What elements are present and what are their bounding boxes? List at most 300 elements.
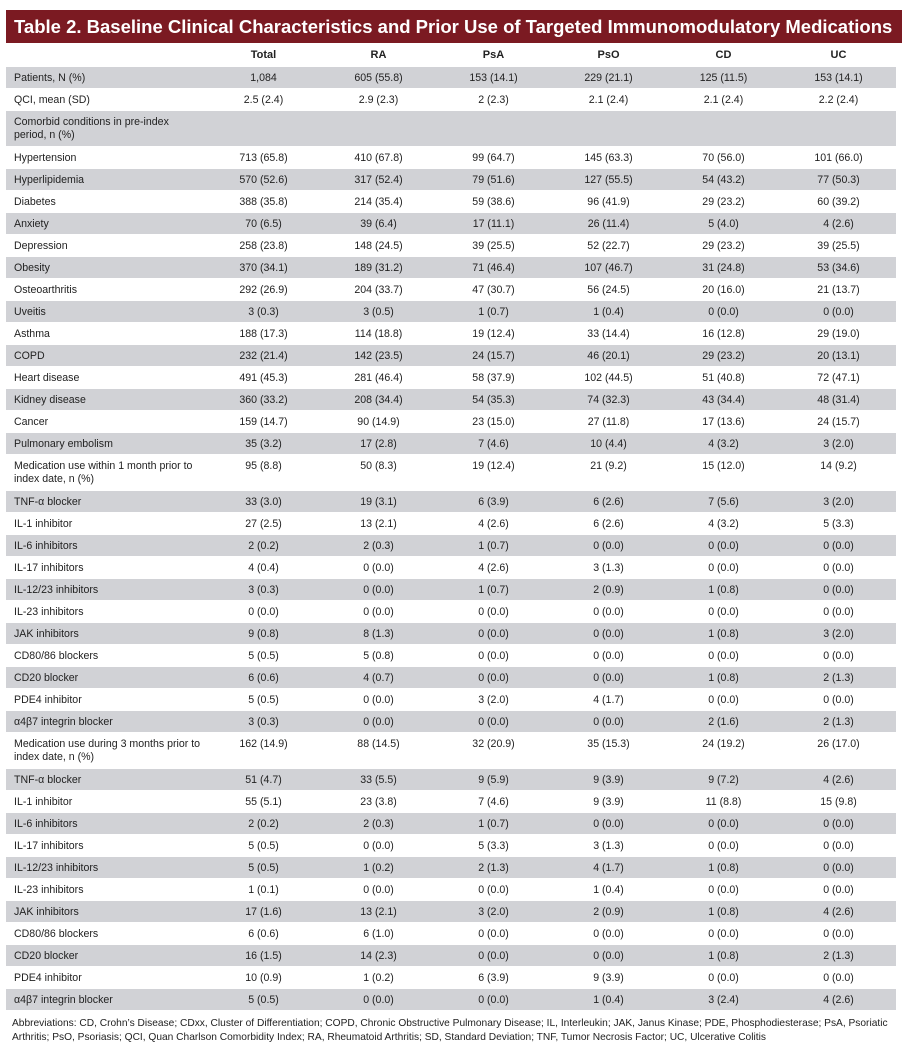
cell-total: 3 (0.3)	[206, 579, 321, 601]
table-body	[6, 67, 896, 1011]
cell-ra	[321, 111, 436, 147]
cell-pso: 145 (63.3)	[551, 147, 666, 169]
cell-ra: 88 (14.5)	[321, 733, 436, 769]
table-row	[6, 111, 896, 147]
cell-cd: 9 (7.2)	[666, 769, 781, 791]
cell-cd: 15 (12.0)	[666, 455, 781, 491]
cell-psa: 99 (64.7)	[436, 147, 551, 169]
table-row	[6, 733, 896, 769]
row-label: PDE4 inhibitor	[6, 689, 206, 711]
cell-cd	[666, 111, 781, 147]
cell-total: 292 (26.9)	[206, 279, 321, 301]
cell-pso: 2.1 (2.4)	[551, 89, 666, 111]
cell-pso: 3 (1.3)	[551, 557, 666, 579]
cell-cd: 0 (0.0)	[666, 835, 781, 857]
cell-psa: 0 (0.0)	[436, 601, 551, 623]
cell-cd: 0 (0.0)	[666, 923, 781, 945]
cell-psa: 1 (0.7)	[436, 579, 551, 601]
table-row	[6, 645, 896, 667]
row-label: Uveitis	[6, 301, 206, 323]
cell-cd: 7 (5.6)	[666, 491, 781, 513]
cell-total: 232 (21.4)	[206, 345, 321, 367]
cell-uc: 2.2 (2.4)	[781, 89, 896, 111]
cell-psa: 19 (12.4)	[436, 323, 551, 345]
cell-ra: 23 (3.8)	[321, 791, 436, 813]
cell-ra: 0 (0.0)	[321, 689, 436, 711]
cell-ra: 605 (55.8)	[321, 67, 436, 89]
cell-cd: 0 (0.0)	[666, 645, 781, 667]
cell-ra: 0 (0.0)	[321, 711, 436, 733]
cell-uc: 0 (0.0)	[781, 689, 896, 711]
cell-cd: 70 (56.0)	[666, 147, 781, 169]
row-label: Hypertension	[6, 147, 206, 169]
cell-pso: 229 (21.1)	[551, 67, 666, 89]
row-label: Depression	[6, 235, 206, 257]
row-label: IL-1 inhibitor	[6, 791, 206, 813]
cell-ra: 90 (14.9)	[321, 411, 436, 433]
table-row	[6, 989, 896, 1011]
cell-uc: 3 (2.0)	[781, 433, 896, 455]
row-label: CD80/86 blockers	[6, 645, 206, 667]
cell-pso: 27 (11.8)	[551, 411, 666, 433]
table-row	[6, 945, 896, 967]
cell-uc	[781, 111, 896, 147]
cell-ra: 17 (2.8)	[321, 433, 436, 455]
row-label: IL-23 inhibitors	[6, 601, 206, 623]
cell-total: 2 (0.2)	[206, 813, 321, 835]
cell-pso: 56 (24.5)	[551, 279, 666, 301]
cell-total: 2.5 (2.4)	[206, 89, 321, 111]
row-label: IL-23 inhibitors	[6, 879, 206, 901]
cell-cd: 0 (0.0)	[666, 813, 781, 835]
cell-cd: 43 (34.4)	[666, 389, 781, 411]
cell-pso: 0 (0.0)	[551, 645, 666, 667]
cell-cd: 54 (43.2)	[666, 169, 781, 191]
cell-uc: 0 (0.0)	[781, 813, 896, 835]
cell-total: 5 (0.5)	[206, 689, 321, 711]
cell-total: 159 (14.7)	[206, 411, 321, 433]
cell-pso: 4 (1.7)	[551, 689, 666, 711]
cell-cd: 29 (23.2)	[666, 191, 781, 213]
cell-cd: 11 (8.8)	[666, 791, 781, 813]
cell-uc: 39 (25.5)	[781, 235, 896, 257]
table-row	[6, 601, 896, 623]
cell-total	[206, 111, 321, 147]
cell-cd: 17 (13.6)	[666, 411, 781, 433]
table-row	[6, 367, 896, 389]
cell-psa	[436, 111, 551, 147]
cell-cd: 1 (0.8)	[666, 623, 781, 645]
cell-pso: 0 (0.0)	[551, 711, 666, 733]
table-row	[6, 791, 896, 813]
cell-cd: 29 (23.2)	[666, 345, 781, 367]
cell-cd: 4 (3.2)	[666, 433, 781, 455]
cell-ra: 13 (2.1)	[321, 513, 436, 535]
cell-cd: 16 (12.8)	[666, 323, 781, 345]
cell-psa: 58 (37.9)	[436, 367, 551, 389]
cell-ra: 33 (5.5)	[321, 769, 436, 791]
cell-uc: 2 (1.3)	[781, 711, 896, 733]
cell-psa: 5 (3.3)	[436, 835, 551, 857]
row-label: Diabetes	[6, 191, 206, 213]
column-header: Total	[206, 43, 321, 67]
cell-total: 33 (3.0)	[206, 491, 321, 513]
cell-ra: 5 (0.8)	[321, 645, 436, 667]
cell-psa: 59 (38.6)	[436, 191, 551, 213]
cell-psa: 2 (2.3)	[436, 89, 551, 111]
cell-ra: 0 (0.0)	[321, 601, 436, 623]
table-row	[6, 213, 896, 235]
cell-pso: 127 (55.5)	[551, 169, 666, 191]
cell-uc: 60 (39.2)	[781, 191, 896, 213]
cell-psa: 153 (14.1)	[436, 67, 551, 89]
cell-uc: 29 (19.0)	[781, 323, 896, 345]
cell-pso: 10 (4.4)	[551, 433, 666, 455]
row-label: IL-17 inhibitors	[6, 835, 206, 857]
cell-total: 5 (0.5)	[206, 645, 321, 667]
cell-total: 360 (33.2)	[206, 389, 321, 411]
row-label: CD20 blocker	[6, 945, 206, 967]
cell-cd: 29 (23.2)	[666, 235, 781, 257]
cell-ra: 13 (2.1)	[321, 901, 436, 923]
cell-psa: 7 (4.6)	[436, 791, 551, 813]
cell-pso: 1 (0.4)	[551, 989, 666, 1011]
cell-ra: 148 (24.5)	[321, 235, 436, 257]
cell-pso: 35 (15.3)	[551, 733, 666, 769]
cell-ra: 4 (0.7)	[321, 667, 436, 689]
cell-cd: 0 (0.0)	[666, 967, 781, 989]
cell-cd: 1 (0.8)	[666, 857, 781, 879]
cell-uc: 4 (2.6)	[781, 769, 896, 791]
cell-total: 70 (6.5)	[206, 213, 321, 235]
cell-uc: 0 (0.0)	[781, 301, 896, 323]
cell-ra: 2.9 (2.3)	[321, 89, 436, 111]
cell-cd: 51 (40.8)	[666, 367, 781, 389]
row-label: Medication use during 3 months prior to index date, n (%)	[6, 733, 206, 769]
cell-ra: 114 (18.8)	[321, 323, 436, 345]
column-header: RA	[321, 43, 436, 67]
cell-psa: 4 (2.6)	[436, 513, 551, 535]
cell-cd: 1 (0.8)	[666, 945, 781, 967]
cell-pso: 6 (2.6)	[551, 513, 666, 535]
row-label: Comorbid conditions in pre-index period, n (%)	[6, 111, 206, 147]
row-label: α4β7 integrin blocker	[6, 711, 206, 733]
cell-total: 9 (0.8)	[206, 623, 321, 645]
cell-psa: 7 (4.6)	[436, 433, 551, 455]
cell-ra: 1 (0.2)	[321, 857, 436, 879]
row-label: Kidney disease	[6, 389, 206, 411]
cell-pso: 0 (0.0)	[551, 535, 666, 557]
row-label: Patients, N (%)	[6, 67, 206, 89]
cell-cd: 1 (0.8)	[666, 667, 781, 689]
cell-pso: 0 (0.0)	[551, 623, 666, 645]
cell-total: 570 (52.6)	[206, 169, 321, 191]
cell-psa: 0 (0.0)	[436, 667, 551, 689]
cell-psa: 6 (3.9)	[436, 491, 551, 513]
table-row	[6, 879, 896, 901]
cell-cd: 0 (0.0)	[666, 557, 781, 579]
cell-ra: 214 (35.4)	[321, 191, 436, 213]
cell-ra: 189 (31.2)	[321, 257, 436, 279]
cell-total: 16 (1.5)	[206, 945, 321, 967]
cell-total: 188 (17.3)	[206, 323, 321, 345]
cell-psa: 9 (5.9)	[436, 769, 551, 791]
row-label: Hyperlipidemia	[6, 169, 206, 191]
cell-total: 55 (5.1)	[206, 791, 321, 813]
cell-uc: 0 (0.0)	[781, 857, 896, 879]
header-row	[6, 43, 896, 67]
cell-psa: 47 (30.7)	[436, 279, 551, 301]
column-header: CD	[666, 43, 781, 67]
cell-total: 2 (0.2)	[206, 535, 321, 557]
table-row	[6, 455, 896, 491]
cell-psa: 79 (51.6)	[436, 169, 551, 191]
cell-cd: 0 (0.0)	[666, 535, 781, 557]
cell-cd: 5 (4.0)	[666, 213, 781, 235]
cell-ra: 2 (0.3)	[321, 813, 436, 835]
row-label: QCI, mean (SD)	[6, 89, 206, 111]
row-label: IL-12/23 inhibitors	[6, 579, 206, 601]
cell-cd: 31 (24.8)	[666, 257, 781, 279]
table-row	[6, 813, 896, 835]
cell-uc: 4 (2.6)	[781, 213, 896, 235]
cell-cd: 2 (1.6)	[666, 711, 781, 733]
table-row	[6, 191, 896, 213]
cell-psa: 0 (0.0)	[436, 989, 551, 1011]
cell-psa: 23 (15.0)	[436, 411, 551, 433]
cell-ra: 281 (46.4)	[321, 367, 436, 389]
cell-total: 35 (3.2)	[206, 433, 321, 455]
cell-uc: 101 (66.0)	[781, 147, 896, 169]
cell-uc: 77 (50.3)	[781, 169, 896, 191]
row-label: COPD	[6, 345, 206, 367]
cell-cd: 0 (0.0)	[666, 601, 781, 623]
cell-cd: 0 (0.0)	[666, 879, 781, 901]
cell-total: 1,084	[206, 67, 321, 89]
cell-total: 1 (0.1)	[206, 879, 321, 901]
table-row	[6, 623, 896, 645]
cell-uc: 26 (17.0)	[781, 733, 896, 769]
cell-uc: 53 (34.6)	[781, 257, 896, 279]
cell-pso: 9 (3.9)	[551, 769, 666, 791]
cell-uc: 0 (0.0)	[781, 601, 896, 623]
cell-pso: 2 (0.9)	[551, 901, 666, 923]
cell-uc: 5 (3.3)	[781, 513, 896, 535]
table-row	[6, 967, 896, 989]
row-label: Medication use within 1 month prior to index date, n (%)	[6, 455, 206, 491]
cell-ra: 39 (6.4)	[321, 213, 436, 235]
cell-pso: 0 (0.0)	[551, 923, 666, 945]
cell-uc: 0 (0.0)	[781, 967, 896, 989]
cell-psa: 32 (20.9)	[436, 733, 551, 769]
row-label: Heart disease	[6, 367, 206, 389]
cell-uc: 153 (14.1)	[781, 67, 896, 89]
column-header: UC	[781, 43, 896, 67]
cell-ra: 0 (0.0)	[321, 557, 436, 579]
row-label: Obesity	[6, 257, 206, 279]
table-row	[6, 689, 896, 711]
row-label: CD20 blocker	[6, 667, 206, 689]
row-label: Anxiety	[6, 213, 206, 235]
cell-psa: 24 (15.7)	[436, 345, 551, 367]
cell-total: 0 (0.0)	[206, 601, 321, 623]
cell-uc: 2 (1.3)	[781, 945, 896, 967]
cell-uc: 24 (15.7)	[781, 411, 896, 433]
cell-total: 95 (8.8)	[206, 455, 321, 491]
cell-psa: 71 (46.4)	[436, 257, 551, 279]
cell-uc: 72 (47.1)	[781, 367, 896, 389]
row-label: TNF-α blocker	[6, 769, 206, 791]
cell-cd: 2.1 (2.4)	[666, 89, 781, 111]
cell-total: 51 (4.7)	[206, 769, 321, 791]
cell-total: 4 (0.4)	[206, 557, 321, 579]
row-label: IL-6 inhibitors	[6, 813, 206, 835]
cell-ra: 0 (0.0)	[321, 835, 436, 857]
cell-ra: 1 (0.2)	[321, 967, 436, 989]
table-row	[6, 257, 896, 279]
table-row	[6, 279, 896, 301]
cell-psa: 17 (11.1)	[436, 213, 551, 235]
cell-psa: 0 (0.0)	[436, 879, 551, 901]
cell-psa: 1 (0.7)	[436, 535, 551, 557]
table-row	[6, 835, 896, 857]
cell-psa: 3 (2.0)	[436, 689, 551, 711]
cell-ra: 0 (0.0)	[321, 879, 436, 901]
table-row	[6, 535, 896, 557]
table-row	[6, 769, 896, 791]
table-container	[6, 0, 902, 1045]
table-row	[6, 901, 896, 923]
footnote: Abbreviations: CD, Crohn’s Disease; CDxx, Cluster of Differentiation; COPD, Chronic Obstructive Pulmonary Disease; IL, Interleukin; JAK, Janus Kinase; PDE, Phosphodiesterase; PsA, Psoriatic Arthritis; PsO, Psoriasis; QCI, Quan Charlson Comorbidity Index; RA, Rheumatoid Arthritis; SD, Standard Deviation; TNF, Tumor Necrosis Factor; UC, Ulcerative Colitis	[12, 1018, 888, 1043]
cell-uc: 20 (13.1)	[781, 345, 896, 367]
cell-pso: 107 (46.7)	[551, 257, 666, 279]
cell-ra: 6 (1.0)	[321, 923, 436, 945]
cell-uc: 2 (1.3)	[781, 667, 896, 689]
row-label: TNF-α blocker	[6, 491, 206, 513]
table-row	[6, 923, 896, 945]
column-header: PsO	[551, 43, 666, 67]
table-row	[6, 857, 896, 879]
cell-pso: 26 (11.4)	[551, 213, 666, 235]
cell-psa: 0 (0.0)	[436, 623, 551, 645]
cell-pso: 2 (0.9)	[551, 579, 666, 601]
cell-cd: 1 (0.8)	[666, 901, 781, 923]
cell-psa: 39 (25.5)	[436, 235, 551, 257]
cell-pso: 9 (3.9)	[551, 791, 666, 813]
cell-total: 491 (45.3)	[206, 367, 321, 389]
row-label: IL-17 inhibitors	[6, 557, 206, 579]
cell-cd: 1 (0.8)	[666, 579, 781, 601]
cell-ra: 208 (34.4)	[321, 389, 436, 411]
row-label: JAK inhibitors	[6, 901, 206, 923]
cell-total: 6 (0.6)	[206, 923, 321, 945]
cell-pso: 96 (41.9)	[551, 191, 666, 213]
cell-psa: 2 (1.3)	[436, 857, 551, 879]
cell-uc: 0 (0.0)	[781, 535, 896, 557]
cell-pso: 33 (14.4)	[551, 323, 666, 345]
table-row	[6, 513, 896, 535]
cell-total: 5 (0.5)	[206, 857, 321, 879]
table-row	[6, 169, 896, 191]
cell-pso: 0 (0.0)	[551, 601, 666, 623]
cell-ra: 8 (1.3)	[321, 623, 436, 645]
cell-cd: 20 (16.0)	[666, 279, 781, 301]
cell-psa: 3 (2.0)	[436, 901, 551, 923]
table-row	[6, 301, 896, 323]
cell-total: 5 (0.5)	[206, 835, 321, 857]
row-label: CD80/86 blockers	[6, 923, 206, 945]
cell-psa: 54 (35.3)	[436, 389, 551, 411]
cell-ra: 3 (0.5)	[321, 301, 436, 323]
cell-uc: 0 (0.0)	[781, 579, 896, 601]
cell-pso: 0 (0.0)	[551, 667, 666, 689]
cell-ra: 50 (8.3)	[321, 455, 436, 491]
table-row	[6, 235, 896, 257]
row-label: JAK inhibitors	[6, 623, 206, 645]
cell-total: 10 (0.9)	[206, 967, 321, 989]
cell-total: 370 (34.1)	[206, 257, 321, 279]
cell-psa: 0 (0.0)	[436, 945, 551, 967]
cell-psa: 0 (0.0)	[436, 923, 551, 945]
cell-pso: 0 (0.0)	[551, 945, 666, 967]
cell-cd: 125 (11.5)	[666, 67, 781, 89]
cell-pso: 102 (44.5)	[551, 367, 666, 389]
cell-uc: 15 (9.8)	[781, 791, 896, 813]
cell-pso: 0 (0.0)	[551, 813, 666, 835]
table-title: Table 2. Baseline Clinical Characteristics and Prior Use of Targeted Immunomodulatory Medications	[6, 10, 902, 43]
column-header	[6, 43, 206, 67]
cell-uc: 0 (0.0)	[781, 923, 896, 945]
table-row	[6, 67, 896, 89]
cell-pso: 1 (0.4)	[551, 301, 666, 323]
cell-psa: 6 (3.9)	[436, 967, 551, 989]
cell-total: 6 (0.6)	[206, 667, 321, 689]
cell-uc: 0 (0.0)	[781, 835, 896, 857]
characteristics-table	[6, 43, 896, 1011]
cell-uc: 0 (0.0)	[781, 645, 896, 667]
cell-psa: 0 (0.0)	[436, 645, 551, 667]
cell-psa: 19 (12.4)	[436, 455, 551, 491]
table-row	[6, 711, 896, 733]
cell-pso: 6 (2.6)	[551, 491, 666, 513]
cell-psa: 4 (2.6)	[436, 557, 551, 579]
cell-psa: 0 (0.0)	[436, 711, 551, 733]
cell-uc: 4 (2.6)	[781, 989, 896, 1011]
column-header: PsA	[436, 43, 551, 67]
row-label: Osteoarthritis	[6, 279, 206, 301]
table-row	[6, 389, 896, 411]
cell-total: 17 (1.6)	[206, 901, 321, 923]
row-label: α4β7 integrin blocker	[6, 989, 206, 1011]
cell-uc: 3 (2.0)	[781, 491, 896, 513]
cell-uc: 48 (31.4)	[781, 389, 896, 411]
cell-ra: 2 (0.3)	[321, 535, 436, 557]
cell-uc: 14 (9.2)	[781, 455, 896, 491]
row-label: IL-12/23 inhibitors	[6, 857, 206, 879]
table-row	[6, 147, 896, 169]
cell-total: 258 (23.8)	[206, 235, 321, 257]
table-row	[6, 411, 896, 433]
cell-total: 713 (65.8)	[206, 147, 321, 169]
table-row	[6, 433, 896, 455]
table-row	[6, 579, 896, 601]
cell-ra: 317 (52.4)	[321, 169, 436, 191]
cell-pso: 9 (3.9)	[551, 967, 666, 989]
table-row	[6, 345, 896, 367]
cell-pso: 52 (22.7)	[551, 235, 666, 257]
cell-total: 162 (14.9)	[206, 733, 321, 769]
cell-uc: 3 (2.0)	[781, 623, 896, 645]
